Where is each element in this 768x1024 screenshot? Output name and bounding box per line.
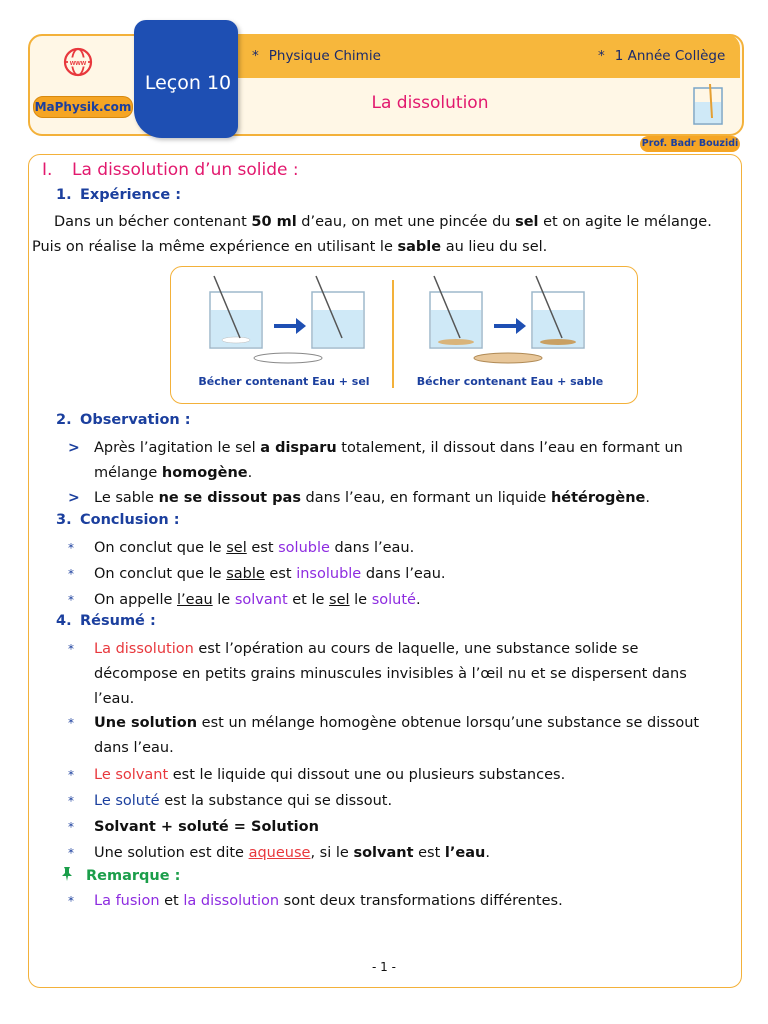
asterisk-icon: * bbox=[68, 768, 74, 782]
resume-item: * Une solution est un mélange homogène obtenue lorsqu’une substance se dissout dans l’eau. bbox=[68, 711, 728, 761]
remark-item: * La fusion et la dissolution sont deux transformations différentes. bbox=[68, 889, 728, 914]
subject-right: * 1 Année Collège bbox=[598, 48, 726, 64]
beaker-salt-before bbox=[210, 276, 262, 348]
beaker-sand-before bbox=[430, 276, 482, 348]
svg-text:www: www bbox=[69, 60, 87, 67]
author-badge: Prof. Badr Bouzidi bbox=[640, 136, 740, 152]
asterisk-icon: * bbox=[68, 794, 74, 808]
chevron-right-icon: > bbox=[68, 490, 80, 506]
observation-heading: 2. Observation : bbox=[56, 412, 191, 428]
arrow-icon bbox=[274, 318, 306, 334]
resume-item: * Le soluté est la substance qui se dissout. bbox=[68, 789, 728, 814]
resume-item: * Solvant + soluté = Solution bbox=[68, 815, 728, 840]
conclusion-item: * On conclut que le sel est soluble dans l’eau. bbox=[68, 536, 728, 561]
observation-item: > Le sable ne se dissout pas dans l’eau, en formant un liquide hétérogène. bbox=[68, 486, 728, 511]
caption-sand: Bécher contenant Eau + sable bbox=[416, 375, 604, 388]
experience-heading: 1. Expérience : bbox=[56, 187, 182, 203]
conclusion-item: * On conclut que le sable est insoluble dans l’eau. bbox=[68, 562, 728, 587]
asterisk-icon: * bbox=[68, 541, 74, 555]
section-heading: I. La dissolution d’un solide : bbox=[42, 160, 299, 180]
arrow-icon bbox=[494, 318, 526, 334]
page-number: - 1 - bbox=[372, 960, 396, 974]
subject-left: * Physique Chimie bbox=[252, 48, 381, 64]
resume-item: * La dissolution est l’opération au cours de laquelle, une substance solide se décompose en petits grains minuscules invisibles à l’œil nu et se dispersent dans l’eau. bbox=[68, 637, 728, 712]
asterisk-icon: * bbox=[68, 642, 74, 656]
figure-divider bbox=[392, 280, 394, 388]
beaker-icon bbox=[690, 82, 726, 126]
asterisk-icon: * bbox=[68, 820, 74, 834]
asterisk-icon: * bbox=[68, 593, 74, 607]
resume-heading: 4. Résumé : bbox=[56, 613, 156, 629]
asterisk-icon: * bbox=[68, 567, 74, 581]
page-title: La dissolution bbox=[371, 93, 489, 113]
beaker-salt-after bbox=[312, 276, 364, 348]
asterisk-icon: * bbox=[68, 846, 74, 860]
resume-item: * Le solvant est le liquide qui dissout une ou plusieurs substances. bbox=[68, 763, 728, 788]
chevron-right-icon: > bbox=[68, 440, 80, 456]
caption-salt: Bécher contenant Eau + sel bbox=[198, 375, 370, 388]
lesson-tab bbox=[134, 20, 238, 138]
site-badge[interactable]: MaPhysik.com bbox=[33, 96, 133, 118]
conclusion-item: * On appelle l’eau le solvant et le sel le soluté. bbox=[68, 588, 728, 613]
remark-heading: Remarque : bbox=[56, 866, 180, 884]
experience-text: Dans un bécher contenant 50 ml d’eau, on met une pincée du sel et on agite le mélange. Puis on réalise la même expérience en utilisant le sable au lieu du sel. bbox=[32, 214, 712, 255]
salt-experiment-illustration bbox=[200, 274, 380, 370]
lesson-number: Leçon 10 bbox=[144, 72, 232, 94]
sand-experiment-illustration bbox=[420, 274, 600, 370]
beaker-sand-after bbox=[532, 276, 584, 348]
pin-icon bbox=[56, 866, 78, 882]
conclusion-heading: 3. Conclusion : bbox=[56, 512, 180, 528]
resume-item: * Une solution est dite aqueuse, si le solvant est l’eau. bbox=[68, 841, 728, 866]
asterisk-icon: * bbox=[68, 894, 74, 908]
observation-item: > Après l’agitation le sel a disparu totalement, il dissout dans l’eau en formant un mélange homogène. bbox=[68, 436, 728, 486]
globe-icon bbox=[62, 46, 94, 78]
asterisk-icon: * bbox=[68, 716, 74, 730]
